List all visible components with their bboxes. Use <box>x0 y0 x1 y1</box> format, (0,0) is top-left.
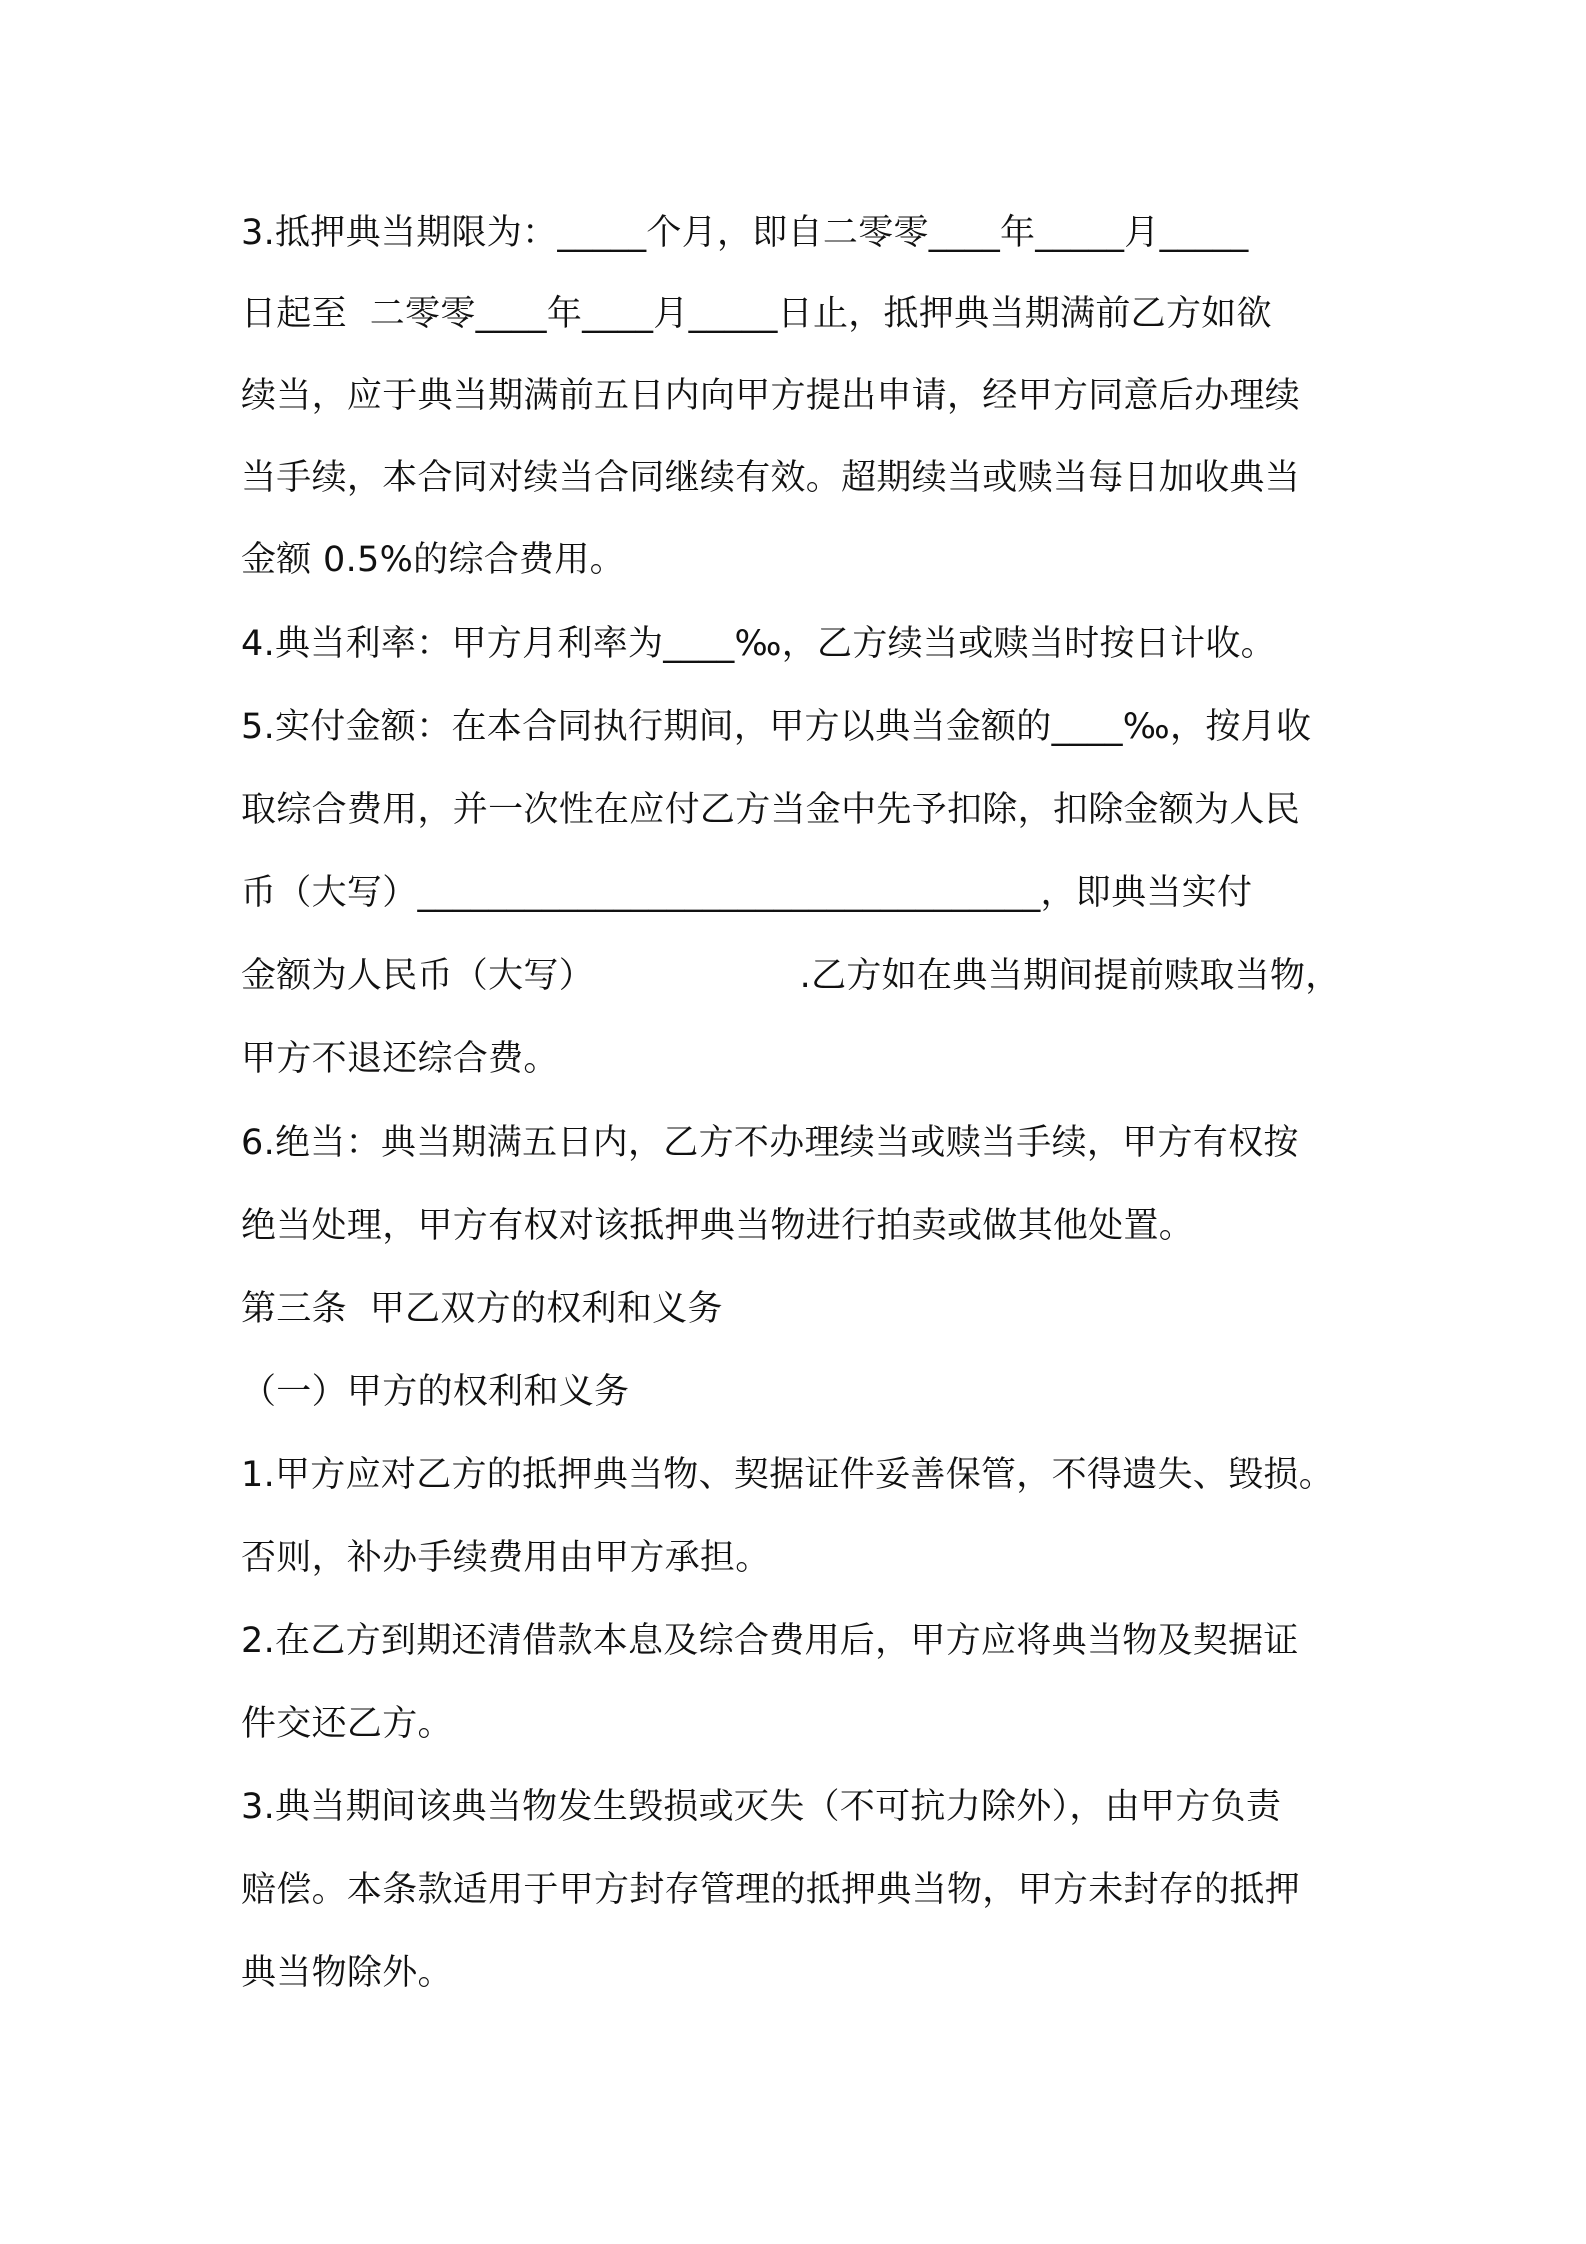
text-line-17: 否则，补办手续费用由甲方承担。 <box>241 1538 771 1578</box>
text-line-9: 币（大写）___________________________________，即典当实付 <box>241 873 1253 913</box>
text-line-8: 取综合费用，并一次性在应付乙方当金中先予扣除，扣除金额为人民 <box>241 790 1301 830</box>
text-line-7: 5.实付金额：在本合同执行期间，甲方以典当金额的____‰，按月收 <box>241 707 1312 747</box>
text-line-19: 件交还乙方。 <box>241 1704 453 1744</box>
text-line-2: 日起至 二零零____年____月_____日止，抵押典当期满前乙方如欲 <box>241 294 1272 334</box>
text-line-16: 1.甲方应对乙方的抵押典当物、契据证件妥善保管，不得遗失、毁损。 <box>241 1455 1334 1495</box>
text-line-6: 4.典当利率：甲方月利率为____‰，乙方续当或赎当时按日计收。 <box>241 624 1276 664</box>
subsection-heading: （一）甲方的权利和义务 <box>241 1372 630 1412</box>
text-line-4: 当手续，本合同对续当合同继续有效。超期续当或赎当每日加收典当 <box>241 458 1301 498</box>
text-line-10: 金额为人民币（大写） .乙方如在典当期间提前赎取当物， <box>241 956 1341 996</box>
section-heading: 第三条 甲乙双方的权利和义务 <box>241 1289 723 1329</box>
text-line-22: 典当物除外。 <box>241 1953 453 1993</box>
text-line-1: 3.抵押典当期限为：_____个月，即自二零零____年_____月_____ <box>241 213 1249 253</box>
text-line-12: 6.绝当：典当期满五日内，乙方不办理续当或赎当手续，甲方有权按 <box>241 1123 1299 1163</box>
text-line-21: 赔偿。本条款适用于甲方封存管理的抵押典当物，甲方未封存的抵押 <box>241 1870 1301 1910</box>
text-line-3: 续当，应于典当期满前五日内向甲方提出申请，经甲方同意后办理续 <box>241 376 1301 416</box>
text-line-20: 3.典当期间该典当物发生毁损或灭失（不可抗力除外），由甲方负责 <box>241 1787 1282 1827</box>
text-line-18: 2.在乙方到期还清借款本息及综合费用后，甲方应将典当物及契据证 <box>241 1621 1299 1661</box>
text-line-11: 甲方不退还综合费。 <box>241 1039 559 1079</box>
text-line-13: 绝当处理，甲方有权对该抵押典当物进行拍卖或做其他处置。 <box>241 1206 1195 1246</box>
text-line-5: 金额 0.5%的综合费用。 <box>241 540 625 580</box>
